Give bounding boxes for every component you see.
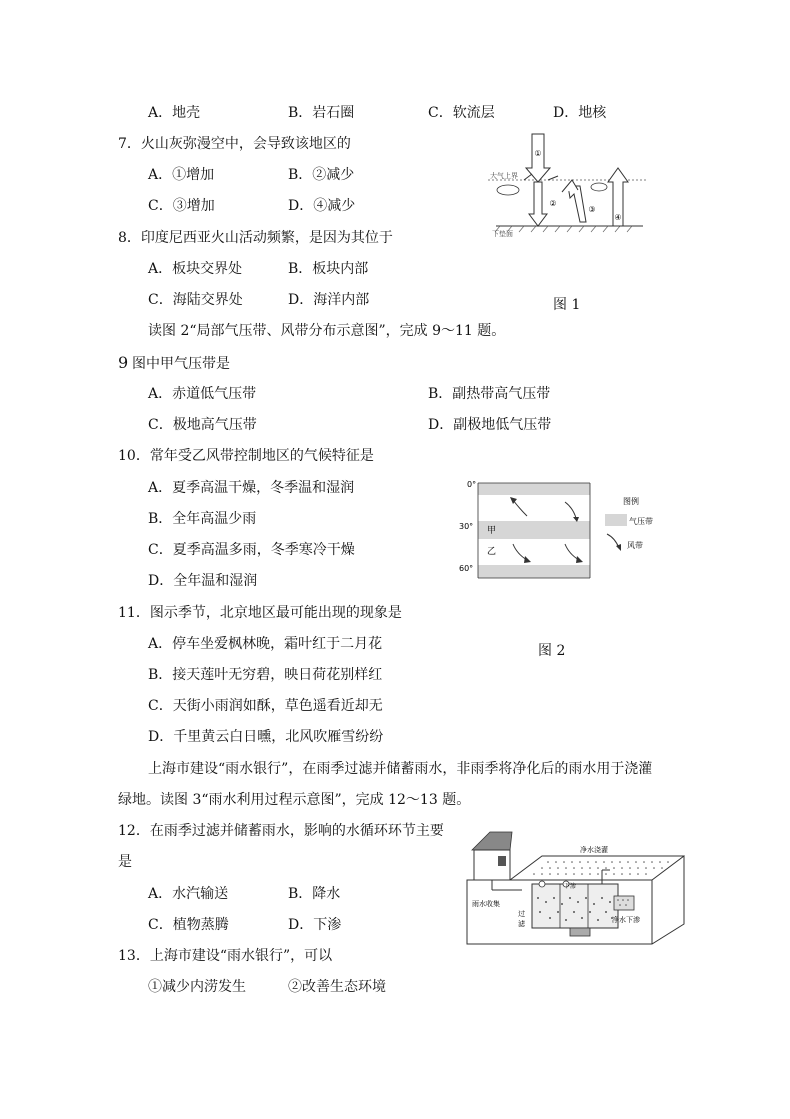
q9-option-c: C．极地高气压带 (148, 417, 257, 433)
fig2-pressure-belt-60 (478, 565, 590, 578)
q11-stem: 11．图示季节，北京地区最可能出现的现象是 (118, 605, 402, 621)
fig2-lat-0: 0° (467, 480, 477, 489)
q7-stem: 7．火山灰弥漫空中，会导致该地区的 (118, 136, 351, 152)
fig1-lower-label: 下垫面 (492, 230, 513, 238)
fig2-lat-30: 30° (459, 522, 474, 531)
q10-option-d: D．全年温和湿润 (148, 573, 258, 589)
figure-3-rain-bank-diagram (462, 826, 690, 948)
q8-option-a: A．板块交界处 (148, 261, 243, 277)
q13-item-2: ②改善生态环境 (288, 979, 386, 995)
q8-option-c: C．海陆交界处 (148, 292, 243, 308)
fig3-clean-tank (614, 896, 634, 910)
q6-option-a: A．地壳 (148, 105, 201, 121)
fig1-arrow-2 (529, 182, 547, 226)
fig2-label-yi: 乙 (487, 547, 497, 557)
q13-item-1: ①减少内涝发生 (148, 979, 246, 995)
q9-option-b: B．副热带高气压带 (428, 386, 551, 402)
fig1-marker-1: ① (534, 149, 542, 158)
fig2-legend-title: 图例 (623, 497, 639, 506)
fig2-legend-wind: 风带 (627, 541, 643, 550)
fig1-cloud-right (591, 183, 607, 191)
q10-stem: 10．常年受乙风带控制地区的气候特征是 (118, 448, 374, 464)
figure-2-pressure-wind-belts (455, 474, 715, 584)
q6-option-b: B．岩石圈 (288, 105, 355, 121)
figure-1-caption: 图 1 (553, 297, 581, 313)
fig2-label-jia: 甲 (487, 526, 497, 536)
q11-option-d: D．千里黄云白日曛，北风吹雁雪纷纷 (148, 729, 384, 745)
q7-option-d: D．④减少 (288, 198, 356, 214)
q10-option-b: B．全年高温少雨 (148, 511, 257, 527)
q11-option-b: B．接天莲叶无穷碧，映日荷花别样红 (148, 667, 383, 683)
fig3-label-down: 下渗 (564, 883, 577, 890)
q9-stem: 图中甲气压带是 (132, 356, 230, 372)
fig2-lat-60: 60° (459, 564, 474, 573)
q9-number: 9 (118, 353, 129, 372)
q13-stem: 13．上海市建设“雨水银行”，可以 (118, 948, 333, 964)
intro-9-11: 读图 2“局部气压带、风带分布示意图”，完成 9～11 题。 (148, 323, 506, 339)
fig1-upper-label: 大气上界 (490, 172, 518, 180)
q7-option-c: C．③增加 (148, 198, 215, 214)
q12-stem-line1: 12．在雨季过滤并储蓄雨水，影响的水循环环节主要 (118, 823, 444, 839)
q12-option-a: A．水汽输送 (148, 886, 229, 902)
intro-12-13-line1: 上海市建设“雨水银行”，在雨季过滤并储蓄雨水，非雨季将净化后的雨水用于浇灌 (148, 761, 653, 777)
q9-option-d: D．副极地低气压带 (428, 417, 552, 433)
q12-option-d: D．下渗 (288, 917, 342, 933)
fig3-label-clean-down: 净水下渗 (612, 916, 640, 924)
q8-option-b: B．板块内部 (288, 261, 369, 277)
fig1-cloud-left (497, 185, 519, 195)
q8-option-d: D．海洋内部 (288, 292, 370, 308)
fig2-wind-arrow-2 (565, 502, 576, 518)
q6-option-c: C．软流层 (428, 105, 495, 121)
fig2-pressure-belt-0 (478, 483, 590, 495)
q10-option-a: A．夏季高温干燥，冬季温和湿润 (148, 480, 355, 496)
figure-1-radiation-diagram (488, 132, 648, 242)
fig1-marker-2: ② (549, 199, 557, 208)
figure-2-caption: 图 2 (538, 643, 566, 659)
q9-option-a: A．赤道低气压带 (148, 386, 257, 402)
q11-option-c: C．天街小雨润如酥，草色遥看近却无 (148, 698, 383, 714)
q12-stem-line2: 是 (118, 854, 132, 870)
fig3-label-irrigation: 净水浇灌 (580, 846, 608, 854)
q6-option-d: D．地核 (553, 105, 607, 121)
q12-option-b: B．降水 (288, 886, 341, 902)
q8-stem: 8．印度尼西亚火山活动频繁，是因为其位于 (118, 230, 393, 246)
q11-option-a: A．停车坐爱枫林晚，霜叶红于二月花 (148, 636, 383, 652)
fig3-label-collect: 雨水收集 (472, 900, 500, 908)
q12-option-c: C．植物蒸腾 (148, 917, 229, 933)
q7-option-a: A．①增加 (148, 167, 215, 183)
fig2-legend-pressure: 气压带 (629, 517, 653, 526)
fig3-house-roof (472, 832, 512, 850)
fig3-filter-tanks (532, 884, 618, 928)
fig1-arrow-3 (568, 186, 586, 222)
fig2-legend-swatch (605, 514, 627, 526)
fig3-label-filter-1: 过 (518, 910, 525, 918)
q7-option-b: B．②减少 (288, 167, 355, 183)
fig2-wind-arrow-1 (513, 500, 527, 516)
fig1-marker-3: ③ (588, 205, 596, 214)
intro-12-13-line2: 绿地。读图 3“雨水利用过程示意图”，完成 12～13 题。 (118, 792, 471, 808)
fig3-green-field (533, 861, 669, 875)
q10-option-c: C．夏季高温多雨，冬季寒冷干燥 (148, 542, 355, 558)
fig3-label-filter-2: 滤 (518, 920, 525, 928)
fig1-marker-4: ④ (614, 213, 622, 222)
fig1-arrow-1 (526, 134, 550, 182)
